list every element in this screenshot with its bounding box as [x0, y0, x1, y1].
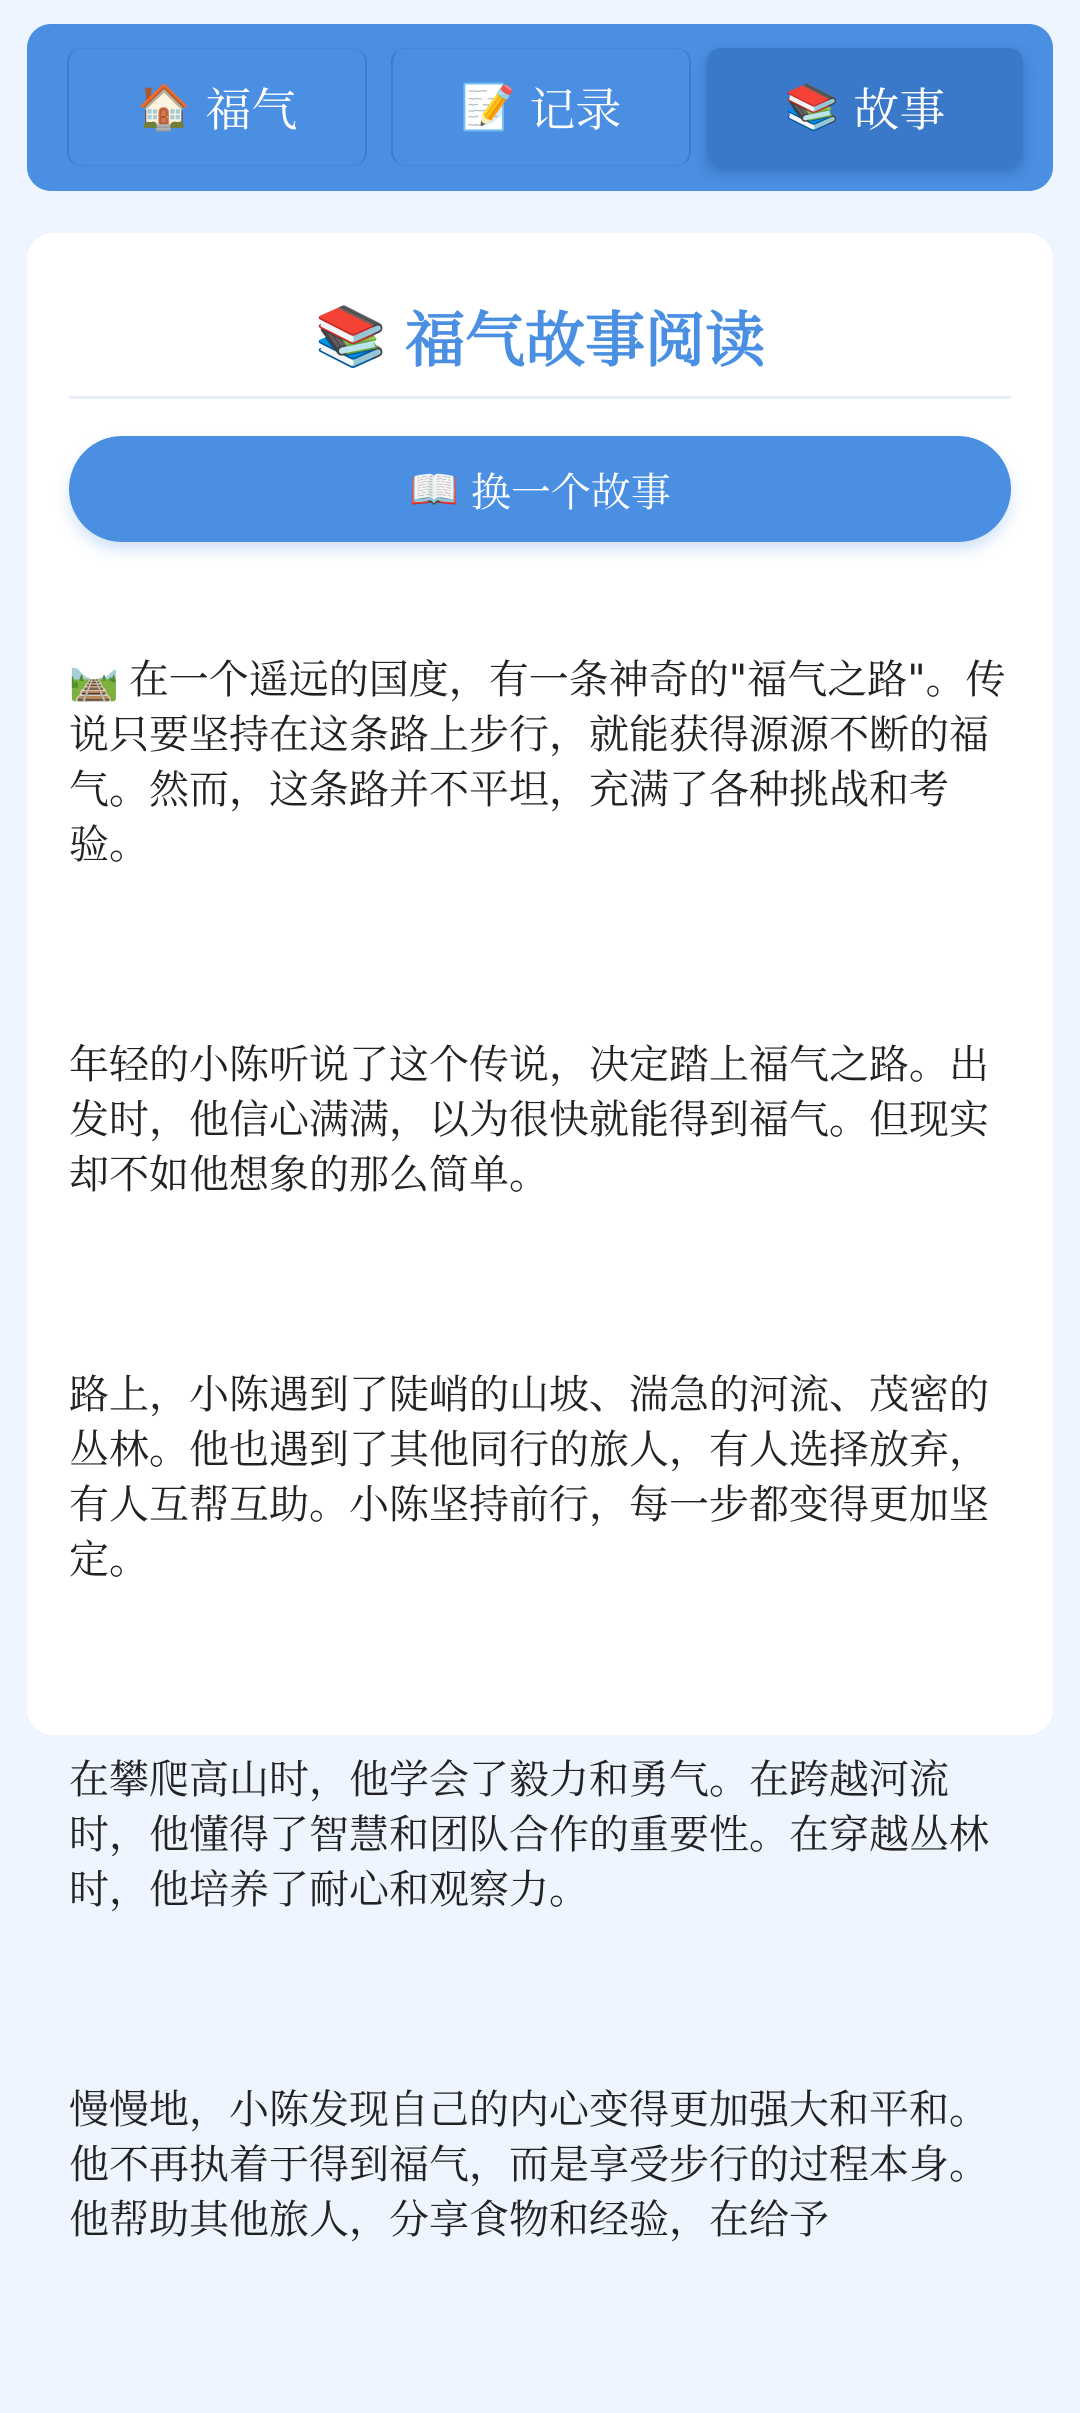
story-card — [27, 233, 1053, 2243]
page-title — [27, 293, 1053, 379]
tab-bar — [27, 24, 1053, 191]
next-story-button[interactable] — [69, 436, 1011, 542]
story-text — [69, 543, 1011, 2413]
divider — [69, 396, 1011, 399]
tab-label: 福气 — [205, 83, 298, 137]
tab-gushi[interactable] — [707, 48, 1023, 166]
tab-fuqi[interactable] — [67, 48, 367, 166]
house-icon: 🏠 — [136, 82, 192, 133]
tab-jilu[interactable] — [391, 48, 691, 166]
page-title-text: 福气故事阅读 — [405, 306, 766, 376]
tab-label: 记录 — [529, 83, 622, 137]
story-paragraph: 年轻的小陈听说了这个传说，决定踏上福气之路。出发时，他信心满满，以为很快就能得到福气。但现实却不如他想象的那么简单。 — [69, 1042, 989, 1198]
story-paragraph: 🛤️ 在一个遥远的国度，有一条神奇的"福气之路"。传说只要坚持在这条路上步行，就能获得源源不断的福气。然而，这条路并不平坦，充满了各种挑战和考验。 — [69, 657, 1006, 868]
memo-icon: 📝 — [460, 82, 516, 133]
story-paragraph: 路上，小陈遇到了陡峭的山坡、湍急的河流、茂密的丛林。他也遇到了其他同行的旅人，有人选择放弃，有人互帮互助。小陈坚持前行，每一步都变得更加坚定。 — [69, 1372, 989, 1583]
tab-label: 故事 — [853, 83, 946, 137]
books-icon: 📚 — [784, 82, 840, 133]
books-icon: 📚 — [314, 301, 388, 370]
open-book-icon: 📖 — [409, 466, 459, 513]
story-paragraph: 慢慢地，小陈发现自己的内心变得更加强大和平和。他不再执着于得到福气，而是享受步行的过程本身。他帮助其他旅人，分享食物和经验，在给予 — [69, 2087, 989, 2243]
next-story-label: 换一个故事 — [470, 469, 671, 516]
story-paragraph: 在攀爬高山时，他学会了毅力和勇气。在跨越河流时，他懂得了智慧和团队合作的重要性。在穿越丛林时，他培养了耐心和观察力。 — [69, 1757, 989, 1913]
railway-track-icon: 🛤️ — [69, 657, 119, 703]
